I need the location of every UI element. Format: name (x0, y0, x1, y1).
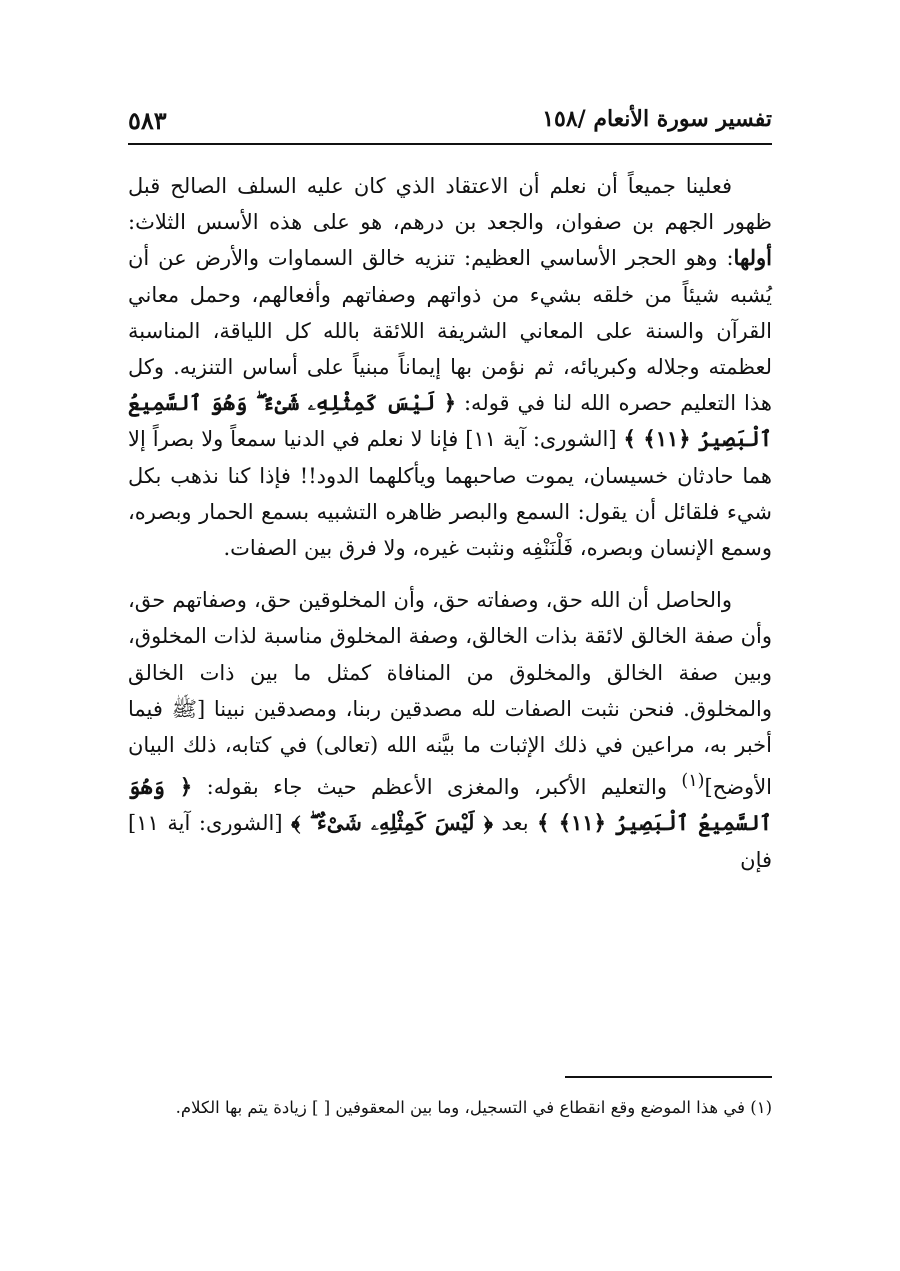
paragraph-1-text-a: فعلينا جميعاً أن نعلم أن الاعتقاد الذي كان عليه السلف الصالح قبل ظهور الجهم بن صفوان، والجعد بن درهم، هو على هذه الأسس الثلاث: (128, 174, 772, 235)
page-header (128, 98, 772, 144)
quran-verse: ﴿ لَيْسَ كَمِثْلِهِۦ شَىْءٌ ۖ ﴾ (291, 810, 493, 836)
paragraph-1-text-c: : وهو الحجر الأساسي العظيم: تنزيه خالق السماوات والأرض عن أن يُشبه شيئاً من خلقه بشيء من ذواتهم وصفاتهم وأفعالهم، وحمل معاني القرآن والسنة على المعاني الشريفة اللائقة بالله كل اللياقة، المناسبة لعظمته وجلاله وكبريائه، ثم نؤمن بها إيماناً مبنياً على أساس التنزيه. وكل هذا التعليم حصره الله لنا في قوله: (128, 246, 772, 416)
paragraph-1-text-d: [الشورى: آية ١١] فإنا لا نعلم في الدنيا سمعاً ولا بصراً إلا هما حادثان خسيسان، يموت صاحبهما ويأكلهما الدود!! فإذا كنا نذهب بكل شيء فلقائل أن يقول: السمع والبصر ظاهره التشبيه بسمع الحمار وبصره، وسمع الإنسان وبصره، فَلْنَنْفِه ونثبت غيره، ولا فرق بين الصفات. (128, 427, 772, 561)
page-number: ٥٨٣ (128, 106, 167, 135)
paragraph-1 (128, 168, 772, 566)
paragraph-2-text-b: والتعليم الأكبر، والمغزى الأعظم حيث جاء بقوله: (192, 775, 682, 800)
paragraph-2-text-d: [الشورى: آية ١١] فإن (128, 811, 772, 872)
footnote: (١) في هذا الموضع وقع انقطاع في التسجيل، وما بين المعقوفين [ ] زيادة يتم بها الكلام. (175, 1098, 772, 1117)
footnote-divider (565, 1076, 772, 1078)
main-text (128, 168, 772, 878)
paragraph-2-text-a: والحاصل أن الله حق، وصفاته حق، وأن المخلوقين حق، وصفاتهم حق، وأن صفة الخالق لائقة بذات الخالق، وصفة المخلوق مناسبة لذات المخلوق، وبين صفة الخالق والمخلوق من المنافاة كمثل ما بين ذات الخالق والمخلوق. فنحن نثبت الصفات لله مصدقين ربنا، ومصدقين نبينا [ﷺ فيما أخبر به، مراعين في ذلك الإثبات ما بيَّنه الله (تعالى) في كتابه، ذلك البيان الأوضح] (128, 588, 773, 800)
running-title: تفسير سورة الأنعام /١٥٨ (542, 106, 772, 132)
footnote-marker: (١) (681, 771, 705, 792)
paragraph-2-text-c: بعد (492, 811, 538, 836)
header-divider (128, 143, 772, 145)
quran-verse: ﴿ لَيْسَ كَمِثْلِهِۦ شَىْءٌ ۖ وَهُوَ ٱلسَّمِيعُ ٱلْبَصِيرُ ﴿١١﴾ ﴾ (128, 390, 772, 452)
first-point-label: أولها (733, 245, 772, 271)
paragraph-2 (128, 582, 772, 878)
quran-verse: ﴿ وَهُوَ ٱلسَّمِيعُ ٱلْبَصِيرُ ﴿١١﴾ ﴾ (128, 774, 772, 836)
